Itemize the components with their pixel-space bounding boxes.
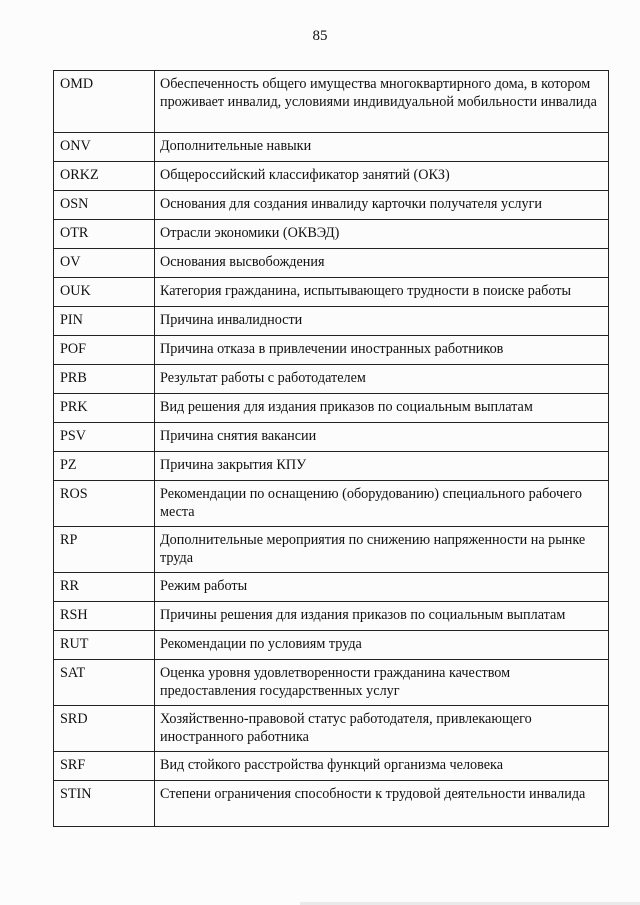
- row-description: Хозяйственно-правовой статус работодателя, привлекающего иностранного работника: [155, 706, 609, 752]
- row-code: OTR: [54, 220, 155, 249]
- row-description: Дополнительные мероприятия по снижению напряженности на рынке труда: [155, 527, 609, 573]
- row-code: OV: [54, 249, 155, 278]
- row-code: STIN: [54, 781, 155, 827]
- table-row: [54, 631, 609, 660]
- table-row: [54, 527, 609, 573]
- row-code: ORKZ: [54, 162, 155, 191]
- table-row: [54, 452, 609, 481]
- table-row: [54, 706, 609, 752]
- row-code: POF: [54, 336, 155, 365]
- table-row: [54, 307, 609, 336]
- row-code: OUK: [54, 278, 155, 307]
- row-description: Рекомендации по условиям труда: [155, 631, 609, 660]
- row-code: SAT: [54, 660, 155, 706]
- page-number: 85: [312, 28, 328, 44]
- row-description: Общероссийский классификатор занятий (ОКЗ): [155, 162, 609, 191]
- table-row: [54, 220, 609, 249]
- row-description: Вид стойкого расстройства функций организма человека: [155, 752, 609, 781]
- code-table-body: [54, 71, 609, 827]
- table-row: [54, 133, 609, 162]
- table-row: [54, 573, 609, 602]
- row-code: ROS: [54, 481, 155, 527]
- row-code: PIN: [54, 307, 155, 336]
- table-row: [54, 336, 609, 365]
- table-row: [54, 481, 609, 527]
- row-description: Результат работы с работодателем: [155, 365, 609, 394]
- table-row: [54, 602, 609, 631]
- row-code: RR: [54, 573, 155, 602]
- row-description: Дополнительные навыки: [155, 133, 609, 162]
- row-description: Основания для создания инвалиду карточки получателя услуги: [155, 191, 609, 220]
- row-description: Причина снятия вакансии: [155, 423, 609, 452]
- row-code: PRB: [54, 365, 155, 394]
- table-row: [54, 162, 609, 191]
- row-code: SRF: [54, 752, 155, 781]
- table-row: [54, 71, 609, 133]
- row-description: Причина инвалидности: [155, 307, 609, 336]
- row-description: Обеспеченность общего имущества многоквартирного дома, в котором проживает инвалид, условиями индивидуальной мобильности инвалида: [155, 71, 609, 133]
- row-description: Причина закрытия КПУ: [155, 452, 609, 481]
- row-description: Вид решения для издания приказов по социальным выплатам: [155, 394, 609, 423]
- row-description: Категория гражданина, испытывающего трудности в поиске работы: [155, 278, 609, 307]
- row-description: Основания высвобождения: [155, 249, 609, 278]
- row-description: Оценка уровня удовлетворенности гражданина качеством предоставления государственных услуг: [155, 660, 609, 706]
- row-description: Отрасли экономики (ОКВЭД): [155, 220, 609, 249]
- row-description: Причины решения для издания приказов по социальным выплатам: [155, 602, 609, 631]
- row-description: Степени ограничения способности к трудовой деятельности инвалида: [155, 781, 609, 827]
- row-code: SRD: [54, 706, 155, 752]
- table-row: [54, 660, 609, 706]
- table-row: [54, 249, 609, 278]
- row-code: PSV: [54, 423, 155, 452]
- row-code: OSN: [54, 191, 155, 220]
- row-description: Рекомендации по оснащению (оборудованию) специального рабочего места: [155, 481, 609, 527]
- table-row: [54, 423, 609, 452]
- row-code: OMD: [54, 71, 155, 133]
- table-row: [54, 365, 609, 394]
- row-code: PZ: [54, 452, 155, 481]
- table-row: [54, 394, 609, 423]
- row-description: Режим работы: [155, 573, 609, 602]
- table-row: [54, 278, 609, 307]
- row-code: ONV: [54, 133, 155, 162]
- row-code: RP: [54, 527, 155, 573]
- table-row: [54, 191, 609, 220]
- row-description: Причина отказа в привлечении иностранных работников: [155, 336, 609, 365]
- row-code: PRK: [54, 394, 155, 423]
- code-table: [53, 70, 609, 827]
- row-code: RSH: [54, 602, 155, 631]
- table-row: [54, 781, 609, 827]
- row-code: RUT: [54, 631, 155, 660]
- table-row: [54, 752, 609, 781]
